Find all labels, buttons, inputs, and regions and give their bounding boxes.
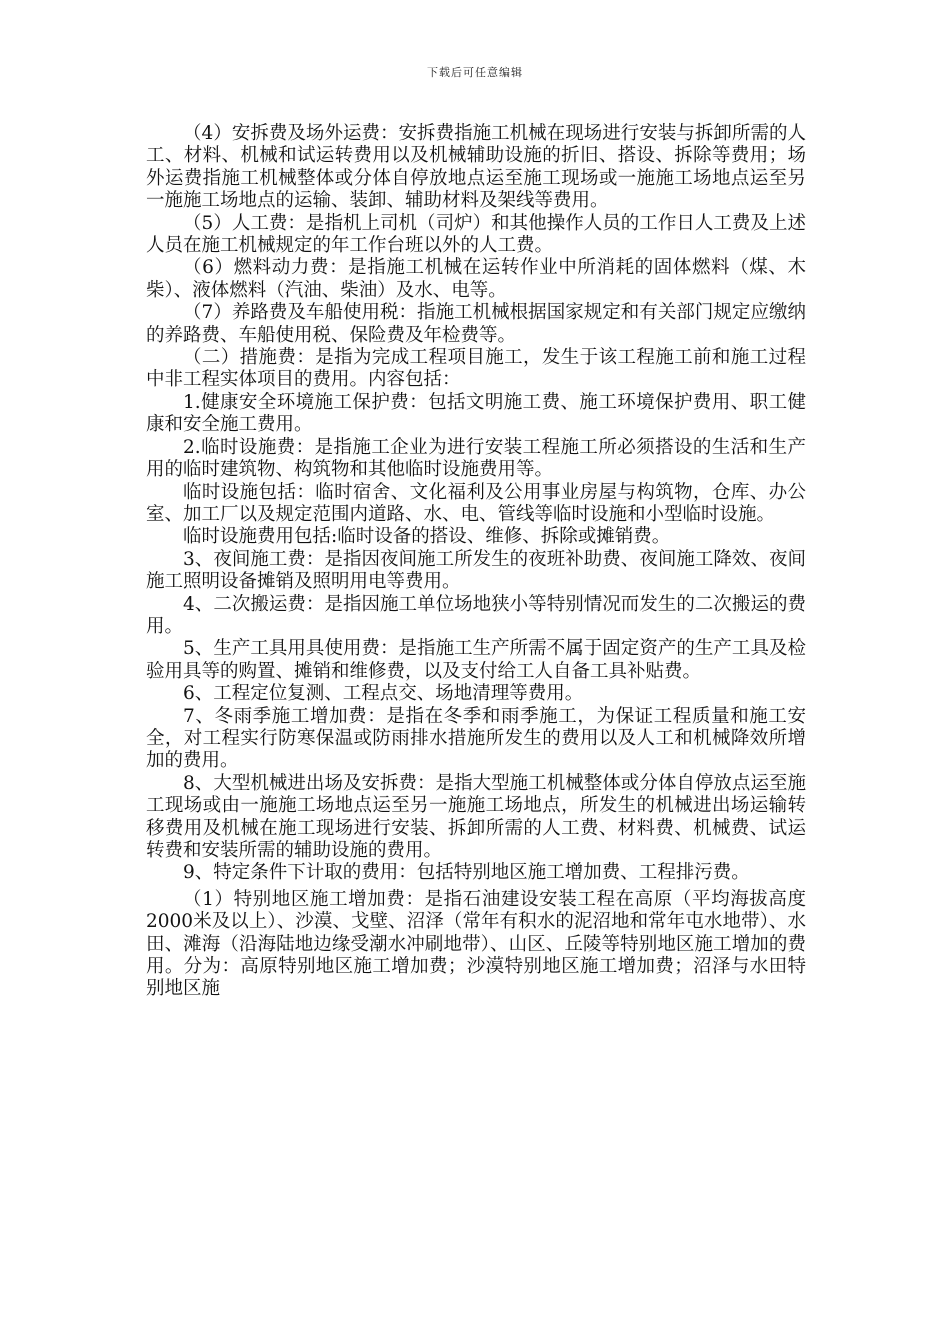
paragraph-positioning-survey-fee: 6、工程定位复测、工程点交、场地清理等费用。 (183, 683, 584, 705)
paragraph-secondary-transport-fee: 4、二次搬运费：是指因施工单位场地狭小等特别情况而发生的二次搬运的费用。 (146, 593, 806, 637)
paragraph-road-maintenance-fee: （7）养路费及车船使用税：指施工机械根据国家规定和有关部门规定应缴纳的养路费、车船使用税、保险费及年检费等。 (146, 302, 806, 346)
paragraph-hse-fee: 1.健康安全环境施工保护费：包括文明施工费、施工环境保护费用、职工健康和安全施工费用。 (146, 391, 806, 436)
paragraph-temporary-facility-cost: 临时设施费用包括:临时设备的搭设、维修、拆除或摊销费。 (183, 526, 671, 548)
paragraph-temporary-facility-scope: 临时设施包括：临时宿舍、文化福利及公用事业房屋与构筑物，仓库、办公室、加工厂以及规定范围内道路、水、电、管线等临时设施和小型临时设施。 (146, 481, 806, 525)
paragraph-machine-install-fee: （4）安拆费及场外运费：安拆费指施工机械在现场进行安装与拆卸所需的人工、材料、机械和试运转费用以及机械辅助设施的折旧、搭设、拆除等费用；场外运费指施工机械整体或分体自停放地点运至施工现场或一施施工场地点运至另一施施工场地点的运输、装卸、辅助材料及架线等费用。 (146, 123, 806, 212)
body-text (146, 123, 806, 1001)
paragraph-temporary-facility-fee: 2.临时设施费：是指施工企业为进行安装工程施工所必须搭设的生活和生产用的临时建筑物、构筑物和其他临时设施费用等。 (146, 436, 806, 481)
paragraph-night-work-fee: 3、夜间施工费：是指因夜间施工所发生的夜班补助费、夜间施工降效、夜间施工照明设备摊销及照明用电等费用。 (146, 548, 806, 593)
paragraph-measure-fee: （二）措施费：是指为完成工程项目施工，发生于该工程施工前和施工过程中非工程实体项目的费用。内容包括： (146, 347, 806, 391)
paragraph-tool-usage-fee: 5、生产工具用具使用费：是指施工生产所需不属于固定资产的生产工具及检验用具等的购置、摊销和维修费，以及支付给工人自备工具补贴费。 (146, 638, 806, 682)
paragraph-labor-fee: （5）人工费：是指机上司机（司炉）和其他操作人员的工作日人工费及上述人员在施工机械规定的年工作台班以外的人工费。 (146, 212, 806, 257)
paragraph-fuel-power-fee: （6）燃料动力费：是指施工机械在运转作业中所消耗的固体燃料（煤、木柴）、液体燃料（汽油、柴油）及水、电等。 (146, 257, 806, 301)
header-note: 下载后可任意编辑 (427, 66, 523, 79)
paragraph-special-region-fee: （1）特别地区施工增加费：是指石油建设安装工程在高原（平均海拔高度2000米及以上）、沙漠、戈壁、沼泽（常年有积水的泥沼地和常年屯水地带）、水田、滩海（沿海陆地边缘受潮水冲刷地带）、山区、丘陵等特别地区施工增加的费用。分为：高原特别地区施工增加费；沙漠特别地区施工增加费；沼泽与水田特别地区施 (146, 888, 806, 1000)
paragraph-large-machinery-fee: 8、大型机械进出场及安拆费：是指大型施工机械整体或分体自停放点运至施工现场或由一施施工场地点运至另一施施工场地点，所发生的机械进出场运输转移费用及机械在施工现场进行安装、拆卸所需的人工费、材料费、机械费、试运转费和安装所需的辅助设施的费用。 (146, 772, 806, 861)
paragraph-winter-rain-fee: 7、冬雨季施工增加费：是指在冬季和雨季施工，为保证工程质量和施工安全，对工程实行防寒保温或防雨排水措施所发生的费用以及人工和机械降效所增加的费用。 (146, 705, 806, 772)
paragraph-special-condition-fee: 9、特定条件下计取的费用：包括特别地区施工增加费、工程排污费。 (183, 862, 750, 884)
